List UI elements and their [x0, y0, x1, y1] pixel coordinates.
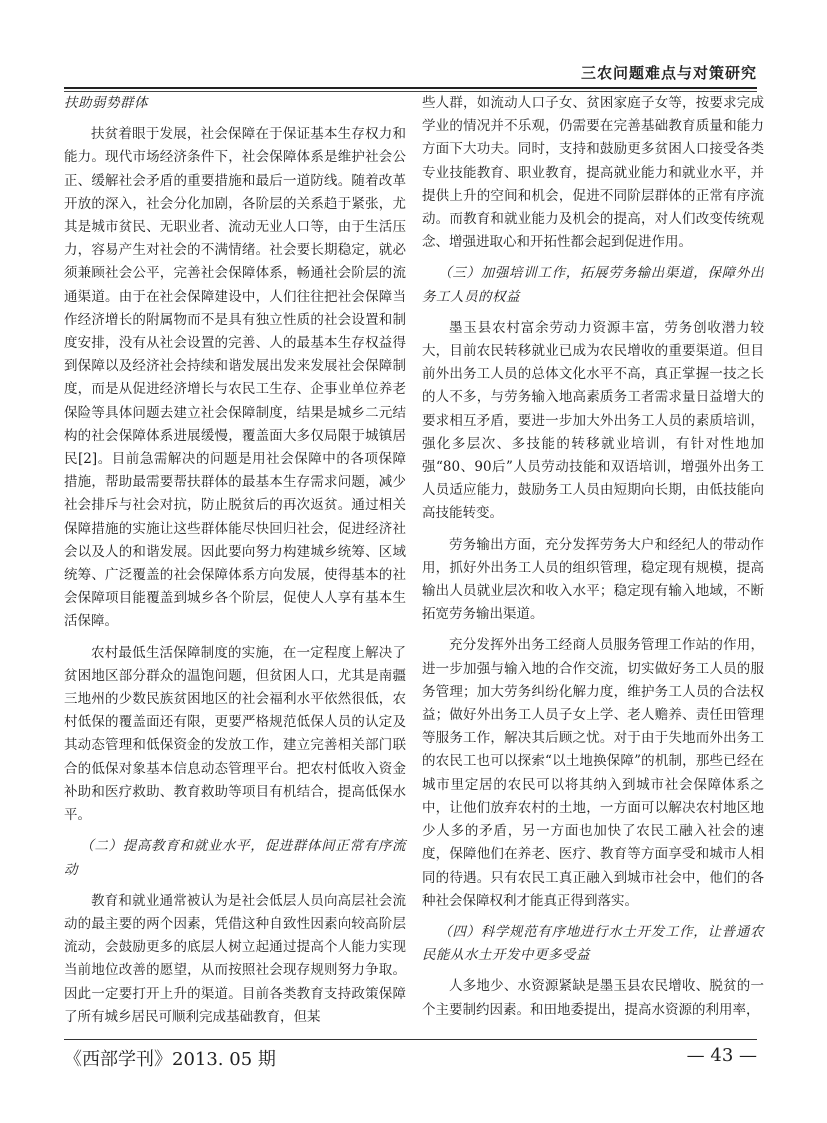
section-heading: （四）科学规范有序地进行水土开发工作，让普通农民能从水土开发中更多受益 — [422, 923, 764, 964]
section-heading: 扶助弱势群体 — [64, 95, 148, 111]
right-column — [422, 92, 764, 1022]
footer-journal-info: 《西部学刊》2013. 05 期 — [64, 1049, 276, 1070]
body-paragraph: 劳务输出方面，充分发挥劳务大户和经纪人的带动作用，抓好外出务工人员的组织管理，稳定现有规模，提高输出人员就业层次和收入水平；稳定现有输入地域，不断拓宽劳务输出渠道。 — [422, 536, 764, 623]
body-paragraph: 农村最低生活保障制度的实施，在一定程度上解决了贫困地区部分群众的温饱问题，但贫困人口，尤其是南疆三地州的少数民族贫困地区的社会福利水平依然很低，农村低保的覆盖面还有限，更要严格规范低保人员的认定及其动态管理和低保资金的发放工作，建立完善相关部门联合的低保对象基本信息动态管理平台。把农村低收入资金补助和医疗救助、教育救助等项目有机结合，提高低保水平。 — [64, 644, 406, 824]
body-paragraph: 充分发挥外出务工经商人员服务管理工作站的作用，进一步加强与输入地的合作交流，切实做好务工人员的服务管理；加大劳务纠纷化解力度，维护务工人员的合法权益；做好外出务工人员子女上学、老人赡养、责任田管理等服务工作，解决其后顾之忧。对于由于失地而外出务工的农民工也可以探索“以土地换保障”的机制，那些已经在城市里定居的农民可以将其纳入到城市社会保障体系之中，让他们放弃农村的土地，一方面可以解决农村地区地少人多的矛盾，另一方面也加快了农民工融入社会的速度，保障他们在养老、医疗、教育等方面享受和城市人相同的待遇。只有农民工真正融入到城市社会中，他们的各种社会保障权利才能真正得到落实。 — [422, 637, 764, 909]
body-paragraph: 墨玉县农村富余劳动力资源丰富，劳务创收潜力较大，目前农民转移就业已成为农民增收的重要渠道。但目前外出务工人员的总体文化水平不高，真正掌握一技之长的人不多，与劳务输入地高素质务工者需求量日益增大的要求相互矛盾，要进一步加大外出务工人员的素质培训，强化多层次、多技能的转移就业培训，有针对性地加强“80、90后”人员劳动技能和双语培训，增强外出务工人员适应能力，鼓励务工人员由短期向长期，由低技能向高技能转变。 — [422, 319, 764, 522]
section-heading: （二）提高教育和就业水平，促进群体间正常有序流动 — [64, 838, 406, 878]
body-paragraph: 些人群，如流动人口子女、贫困家庭子女等，按要求完成学业的情况并不乐观，仍需要在完善基础教育质量和能力方面下大功夫。同时，支持和鼓励更多贫困人口接受各类专业技能教育、职业教育，提高就业能力和就业水平，并提供上升的空间和机会，促进不同阶层群体的正常有序流动。而教育和就业能力及机会的提高，对人们改变传统观念、增强进取心和开拓性都会起到促进作用。 — [422, 95, 764, 251]
header-rule — [64, 87, 757, 89]
body-paragraph: 教育和就业通常被认为是社会低层人员向高层社会流动的最主要的两个因素，凭借这种自致性因素向较高阶层流动，会鼓励更多的底层人树立起通过提高个人能力实现当前地位改善的愿望，从而按照社会现存规则努力争取。因此一定要打开上升的渠道。目前各类教育支持政策保障了所有城乡居民可顺利完成基础教育，但某 — [64, 892, 406, 1025]
footer-rule — [64, 1039, 757, 1040]
body-paragraph: 人多地少、水资源紧缺是墨玉县农民增收、脱贫的一个主要制约因素。和田地委提出，提高水资源的利用率， — [422, 978, 764, 1018]
page-number: — 43 — — [686, 1045, 757, 1066]
body-paragraph: 扶贫着眼于发展，社会保障在于保证基本生存权力和能力。现代市场经济条件下，社会保障体系是维护社会公正、缓解社会矛盾的重要措施和最后一道防线。随着改革开放的深入，社会分化加剧，各阶层的关系趋于紧张，尤其是城市贫民、无职业者、流动无业人口等，由于生活压力，容易产生对社会的不满情绪。社会要长期稳定，就必须兼顾社会公平，完善社会保障体系，畅通社会阶层的流通渠道。由于在社会保障建设中，人们往往把社会保障当作经济增长的附属物而不是具有独立性质的社会设置和制度安排，没有从社会设置的完善、人的最基本生存权益得到保障以及经济社会持续和谐发展出发来发展社会保障制度，而是从促进经济增长与农民工生存、企事业单位养老保险等具体问题去建立社会保障制度，结果是城乡二元结构的社会保障体系进展缓慢，覆盖面大多仅局限于城镇居民[2]。目前急需解决的问题是用社会保障中的各项保障措施，帮助最需要帮扶群体的最基本生存需求问题，减少社会排斥与社会对抗，防止脱贫后的再次返贫。通过相关保障措施的实施让这些群体能尽快回归社会，促进经济社会以及人的和谐发展。因此要向努力构建城乡统筹、区域统筹、广泛覆盖的社会保障体系方向发展，使得基本的社会保障项目能覆盖到城乡各个阶层，促使人人享有基本生活保障。 — [64, 126, 406, 630]
left-column — [64, 92, 406, 1029]
running-header-title: 三农问题难点与对策研究 — [580, 64, 757, 82]
section-heading: （三）加强培训工作，拓展劳务输出渠道，保障外出务工人员的权益 — [422, 265, 764, 305]
